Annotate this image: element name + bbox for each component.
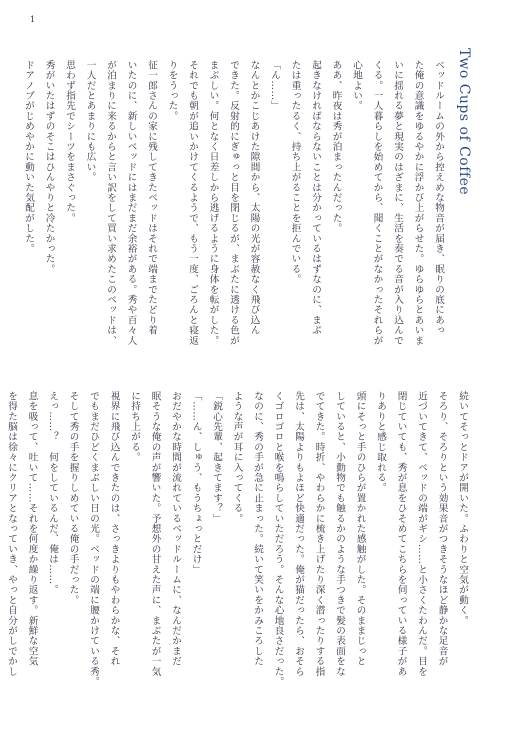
text-line: 続いてそっとドアが開いた。ふわりと空気が動く。 (457, 391, 468, 626)
text-line: りありと感じ取れる。 (375, 391, 386, 493)
text-line: えっ……？ 何をしているんだ、俺は……。 (47, 391, 58, 595)
text-line: なんとかこじあけた隙間から、太陽の光が容赦なく飛び込ん (248, 60, 260, 336)
text-line: ような声が耳に入ってくる。 (231, 391, 243, 524)
text-line: いたのに、新しいベッドにはまだまだ余裕がある。秀や百々人 (125, 60, 137, 346)
text-line: おだやかな時間が流れているベッドルームに、なんだかまだ (170, 391, 181, 667)
text-line: 閉じていても、秀が息をひそめてこちらを伺っている様子があ (395, 391, 407, 677)
text-line: 起きなければならないことは分かっているはずなのに、まぶ (310, 60, 321, 336)
text-line: くゴロゴロと喉を鳴らしていただろう。そんな心地良さだった。 (272, 391, 284, 687)
text-line: していると、小動物でも触るかのような手つきで髪の表面をな (334, 391, 345, 677)
text-line: 秀がいたはずのそこはひんやりと冷たかった。 (43, 60, 55, 275)
text-line: 視界に飛び込んできたのは、さっきよりもやわらかな、それ (108, 391, 120, 667)
text-line: くる。一人暮らしを始めてから、聞くことがなかったそれらが (371, 60, 383, 346)
text-line: を得た脳は徐々にクリアとなっていき、やっと自分がしでかし (6, 391, 17, 677)
text-line: た俺の意識をゆるやかに浮かび上がらせた。ゆらゆらとあいま (412, 60, 424, 346)
text-line: が泊まりに来るからと言い訳をして買い求めたこのベッドは、 (105, 60, 116, 346)
text-line: でもまだひどくまぶしい日の光。ベッドの端に腰かけている秀。 (88, 391, 99, 687)
text-line: 近づいてきて、ベッドの端がギシ……と小さくたわんだ。目を (416, 391, 427, 677)
text-line: それでも朝が追いかけてくるようで、もう一度、ごろんと寝返 (187, 60, 198, 346)
text-line: でてきた。時折、やわらかに梳き上げたり深く潜ったりする指 (313, 391, 325, 677)
text-line: 頭にそっと手のひらが置かれた感触がした。そのままじっと (354, 391, 366, 667)
text-line: りをうった。 (166, 60, 178, 122)
text-line: 征一郎さんの家に残してきたベッドはそれで端までたどり着 (146, 60, 157, 336)
text-line: できた。反射的にぎゅっと目を閉じるが、まぶたに透ける色が (228, 60, 239, 346)
text-line: そろり、そろりという効果音がつきそうなほど静かな足音が (436, 391, 448, 667)
text-line: ドアノブがじめやかに動いた気配がした。 (23, 60, 34, 254)
text-line: そして秀の手を握りしめている俺の手だった。 (67, 391, 79, 606)
text-line: 「鋭心先輩、起きてます？」 (211, 391, 222, 524)
text-line: 先は、太陽よりもよほど快適だった。俺が猫だったら、おそら (293, 391, 304, 677)
story-title: Two Cups of Coffee (456, 48, 472, 196)
text-line: たは重ったるく、持ち上がることを拒んでいる。 (289, 60, 301, 285)
text-line: 眠そうな俺の声が響いた。予想外の甘えた声に、まぶたが一気 (149, 391, 161, 677)
text-line: に持ち上がる。 (129, 391, 140, 463)
lower-text-block (0, 391, 472, 701)
text-line: なのに、秀の手が急に止まった。続いて笑いをかみころした (252, 391, 263, 667)
text-line: 「ん……」 (269, 60, 280, 111)
text-line: 心地よい。 (351, 60, 362, 111)
text-line: いに揺れる夢と現実のはざまに、生活を奏でる音が入り込んで (392, 60, 403, 346)
text-line: 「……ん、しゅう、もうちょっとだけ」 (190, 391, 202, 575)
text-line: 一人だとあまりにも広い。 (84, 60, 96, 183)
text-line: まぶしい。何となく日差しから逃げるように身体を転がした。 (207, 60, 219, 346)
page-number: 1 (30, 15, 36, 24)
text-line: 息を吸って、吐いて……それを何度か繰り返す。新鮮な空気 (26, 391, 38, 667)
text-line: 思わず指先でシーツをまさぐった。 (64, 60, 75, 224)
text-line: ああ、昨夜は秀が泊まったんだった。 (330, 60, 342, 234)
upper-text-block (18, 60, 449, 350)
text-line: ベッドルームの外から控えめな物音が届き、眠りの底にあっ (433, 60, 444, 336)
